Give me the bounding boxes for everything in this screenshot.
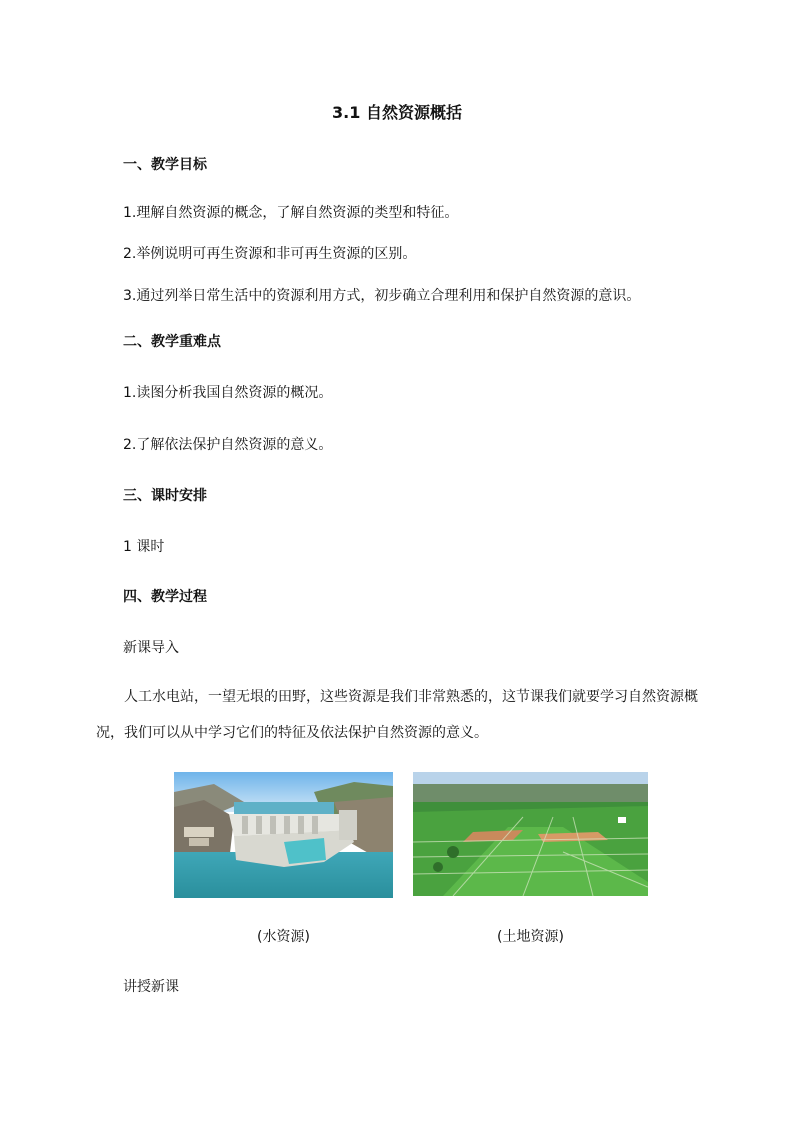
- key-point-item-2: 2.了解依法保护自然资源的意义。: [123, 437, 333, 453]
- land-resource-image: [413, 772, 648, 896]
- schedule-text: 1 课时: [123, 539, 165, 555]
- figure-caption-land: (土地资源): [497, 929, 564, 945]
- objective-item-1: 1.理解自然资源的概念，了解自然资源的类型和特征。: [123, 205, 459, 221]
- document-title: 3.1 自然资源概括: [332, 103, 462, 122]
- intro-label: 新课导入: [123, 640, 179, 656]
- new-lesson-label: 讲授新课: [123, 979, 179, 995]
- farmland-illustration: [413, 772, 648, 896]
- section-heading-process: 四、教学过程: [123, 589, 207, 605]
- section-heading-key-points: 二、教学重难点: [123, 334, 221, 350]
- water-resource-image: [174, 772, 393, 898]
- section-heading-objectives: 一、教学目标: [123, 157, 207, 173]
- figure-caption-water: (水资源): [257, 929, 310, 945]
- key-point-item-1: 1.读图分析我国自然资源的概况。: [123, 385, 333, 401]
- intro-paragraph: 人工水电站，一望无垠的田野，这些资源是我们非常熟悉的，这节课我们就要学习自然资源概况，我们可以从中学习它们的特征及依法保护自然资源的意义。: [96, 689, 698, 741]
- objective-item-2: 2.举例说明可再生资源和非可再生资源的区别。: [123, 246, 417, 262]
- objective-item-3: 3.通过列举日常生活中的资源利用方式，初步确立合理利用和保护自然资源的意识。: [123, 288, 641, 304]
- hydropower-dam-illustration: [174, 772, 393, 898]
- section-heading-schedule: 三、课时安排: [123, 488, 207, 504]
